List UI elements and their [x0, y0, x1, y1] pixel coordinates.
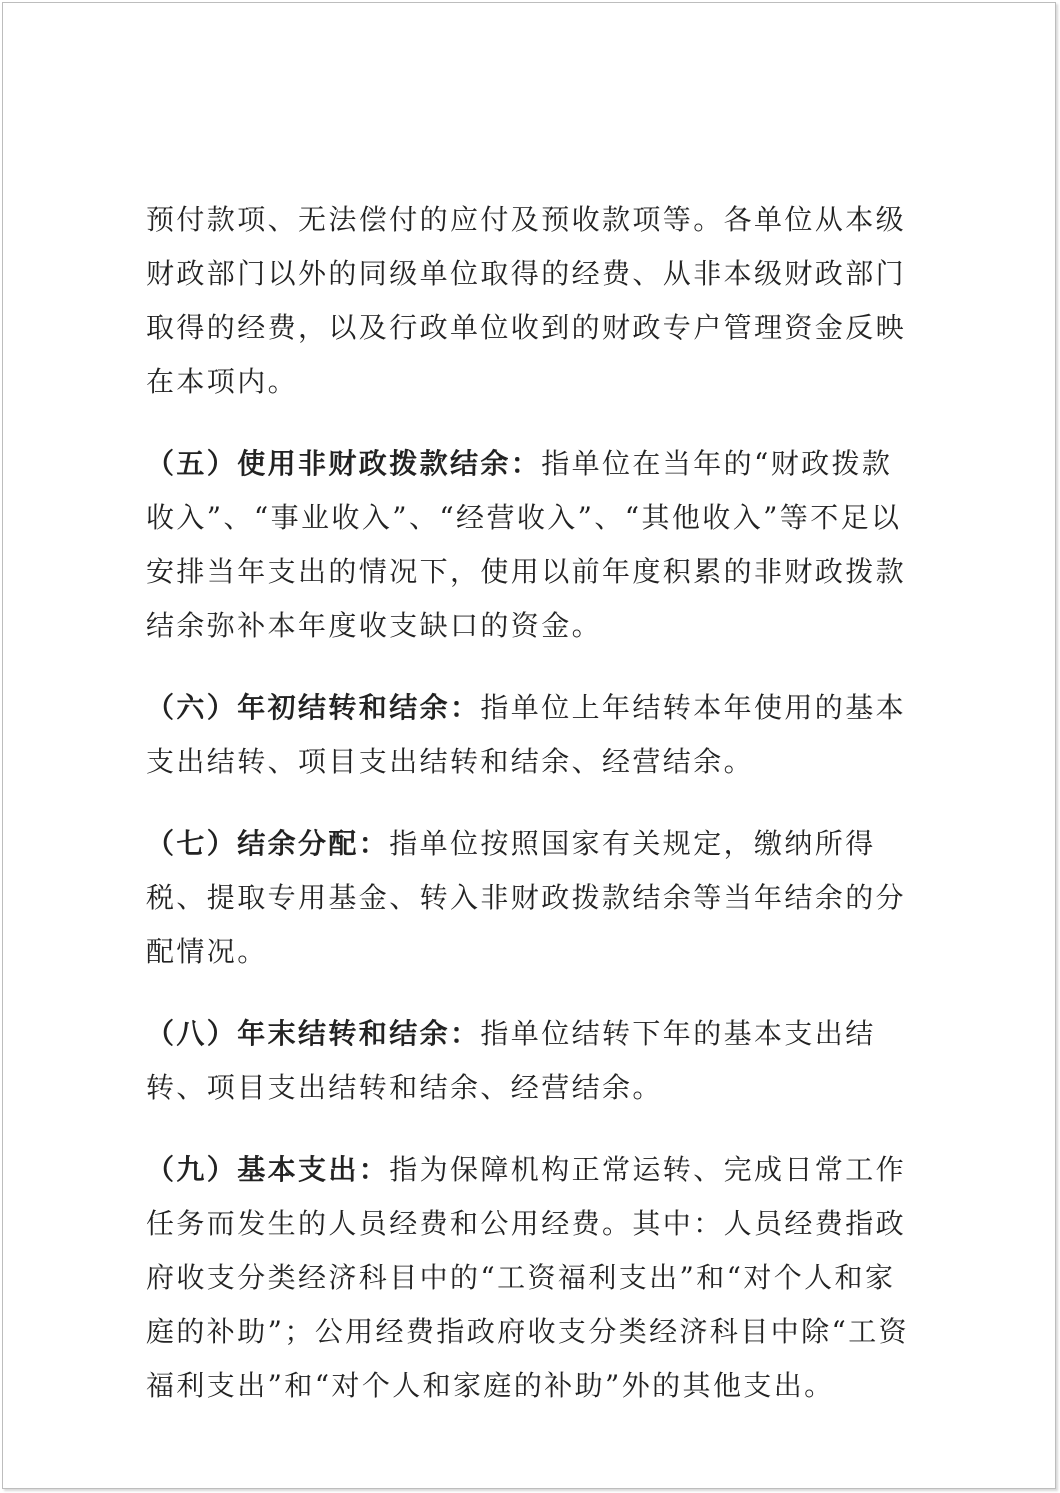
paragraph-heading: （九）基本支出：	[146, 1153, 390, 1186]
paragraph-item-7	[146, 817, 914, 979]
paragraph-text: 指单位在当年的“财政拨款收入”、“事业收入”、“经营收入”、“其他收入”等不足以安排当年支出的情况下，使用以前年度积累的非财政拨款结余弥补本年度收支缺口的资金。	[146, 447, 907, 642]
paragraph-continuation	[146, 193, 914, 409]
paragraph-heading: （五）使用非财政拨款结余：	[146, 447, 542, 480]
paragraph-text: 指单位上年结转本年使用的基本支出结转、项目支出结转和结余、经营结余。	[146, 691, 907, 778]
paragraph-heading: （八）年末结转和结余：	[146, 1017, 481, 1050]
paragraph-text: 指单位按照国家有关规定，缴纳所得税、提取专用基金、转入非财政拨款结余等当年结余的分配情况。	[146, 827, 907, 968]
paragraph-heading: （七）结余分配：	[146, 827, 390, 860]
paragraph-heading: （六）年初结转和结余：	[146, 691, 481, 724]
paragraph-text: 预付款项、无法偿付的应付及预收款项等。各单位从本级财政部门以外的同级单位取得的经费、从非本级财政部门取得的经费，以及行政单位收到的财政专户管理资金反映在本项内。	[146, 203, 907, 398]
document-body	[146, 193, 914, 1413]
paragraph-item-5	[146, 437, 914, 653]
paragraph-item-6	[146, 681, 914, 789]
paragraph-item-9	[146, 1143, 914, 1413]
paragraph-text: 指为保障机构正常运转、完成日常工作任务而发生的人员经费和公用经费。其中：人员经费指政府收支分类经济科目中的“工资福利支出”和“对个人和家庭的补助”；公用经费指政府收支分类经济科目中除“工资福利支出”和“对个人和家庭的补助”外的其他支出。	[146, 1153, 910, 1402]
document-page	[2, 2, 1056, 1489]
paragraph-item-8	[146, 1007, 914, 1115]
paragraph-text: 指单位结转下年的基本支出结转、项目支出结转和结余、经营结余。	[146, 1017, 876, 1104]
